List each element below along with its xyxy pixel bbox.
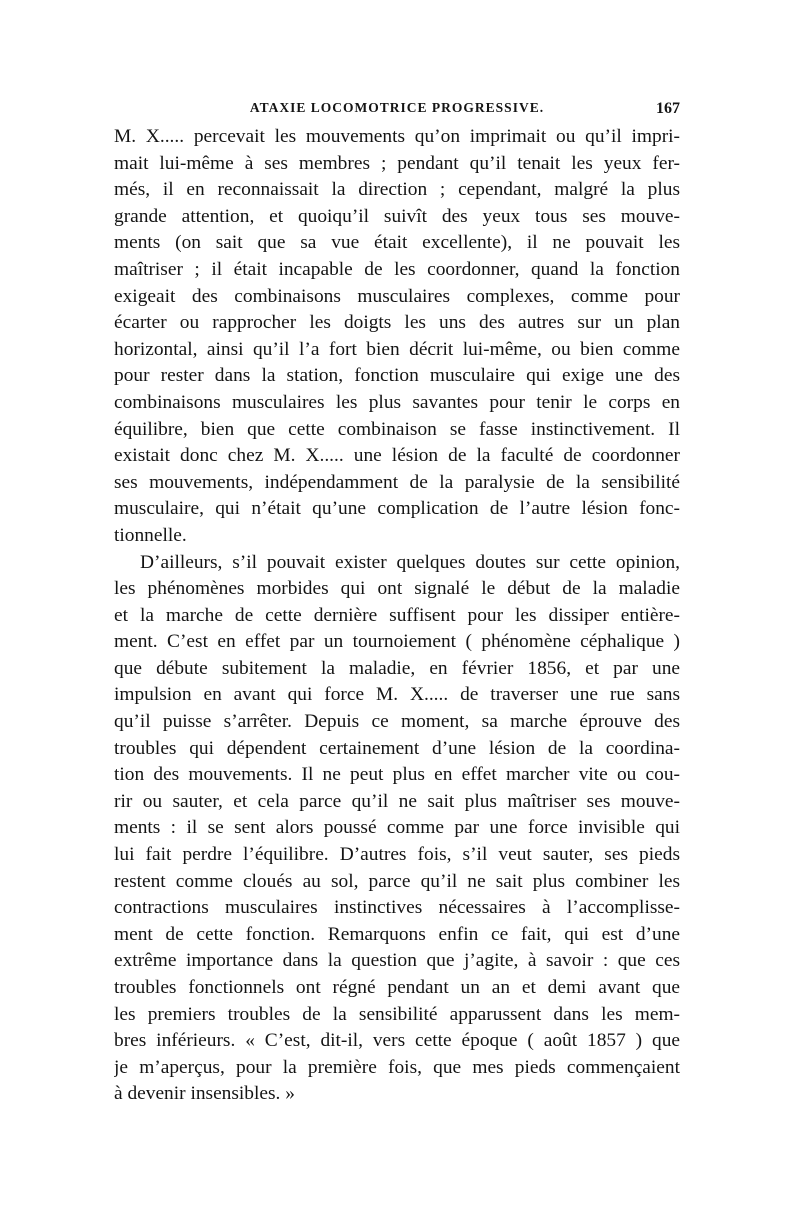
text-line: tionnelle. [114,524,187,546]
text-line: les phénomènes morbides qui ont signalé le début de la maladie [114,578,680,600]
running-title: ATAXIE LOCOMOTRICE PROGRESSIVE. [249,100,545,115]
text-line: et la marche de cette dernière suffisent pour les dissiper entière- [114,604,680,626]
text-line: mait lui-même à ses membres ; pendant qu’il tenait les yeux fer- [114,152,680,174]
text-line: les premiers troubles de la sensibilité apparussent dans les mem- [114,1003,680,1025]
text-line: équilibre, bien que cette combinaison se fasse instinctivement. Il [114,418,680,440]
text-line: ment. C’est en effet par un tournoiement ( phénomène céphalique ) [114,631,680,653]
text-line: pour rester dans la station, fonction musculaire qui exige une des [114,365,680,387]
text-line: lui fait perdre l’équilibre. D’autres fois, s’il veut sauter, ses pieds [114,844,680,866]
running-header [114,100,680,122]
text-line: restent comme cloués au sol, parce qu’il ne sait plus combiner les [114,870,680,892]
text-line: grande attention, et quoiqu’il suivît des yeux tous ses mouve- [114,205,680,227]
text-line: tion des mouvements. Il ne peut plus en effet marcher vite ou cou- [114,764,680,786]
text-line: maîtriser ; il était incapable de les coordonner, quand la fonction [114,258,680,280]
text-line: més, il en reconnaissait la direction ; cependant, malgré la plus [114,179,680,201]
text-line: écarter ou rapprocher les doigts les uns des autres sur un plan [114,312,680,334]
text-line: que débute subitement la maladie, en février 1856, et par une [114,657,680,679]
text-line: qu’il puisse s’arrêter. Depuis ce moment, sa marche éprouve des [114,711,680,733]
text-line: à devenir insensibles. » [114,1083,295,1105]
text-line: combinaisons musculaires les plus savantes pour tenir le corps en [114,391,680,413]
text-line: D’ailleurs, s’il pouvait exister quelques doutes sur cette opinion, [140,551,680,573]
text-line: rir ou sauter, et cela parce qu’il ne sait plus maîtriser ses mouve- [114,790,680,812]
text-line: exigeait des combinaisons musculaires complexes, comme pour [114,285,680,307]
text-line: contractions musculaires instinctives nécessaires à l’accomplisse- [114,897,680,919]
text-line: existait donc chez M. X..... une lésion de la faculté de coordonner [114,445,680,467]
text-line: ments (on sait que sa vue était excellente), il ne pouvait les [114,232,680,254]
body-text [114,124,680,1108]
paragraph [114,550,680,1108]
text-line: M. X..... percevait les mouvements qu’on imprimait ou qu’il impri- [114,126,680,147]
page-number: 167 [656,100,680,117]
text-line: troubles qui dépendent certainement d’une lésion de la coordina- [114,737,680,759]
text-line: ses mouvements, indépendamment de la paralysie de la sensibilité [114,471,680,493]
text-line: extrême importance dans la question que j’agite, à savoir : que ces [114,950,680,972]
text-line: je m’aperçus, pour la première fois, que mes pieds commençaient [114,1056,680,1078]
text-line: impulsion en avant qui force M. X..... de traverser une rue sans [114,684,680,706]
text-line: horizontal, ainsi qu’il l’a fort bien décrit lui-même, ou bien comme [114,338,680,360]
paragraph [114,124,680,550]
text-line: troubles fonctionnels ont régné pendant un an et demi avant que [114,977,680,998]
text-line: bres inférieurs. « C’est, dit-il, vers cette époque ( août 1857 ) que [114,1030,680,1052]
text-line: musculaire, qui n’était qu’une complication de l’autre lésion fonc- [114,498,680,520]
text-line: ment de cette fonction. Remarquons enfin ce fait, qui est d’une [114,923,680,945]
text-line: ments : il se sent alors poussé comme par une force invisible qui [114,817,680,839]
